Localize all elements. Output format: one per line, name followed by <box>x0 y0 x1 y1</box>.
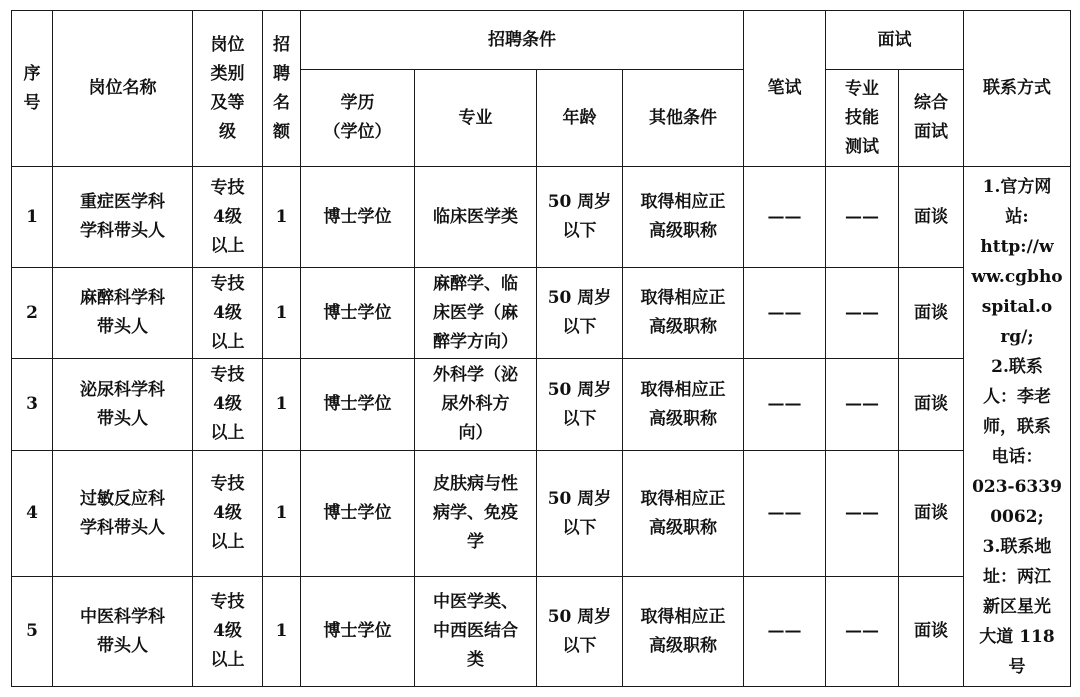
cell-education: 博士学位 <box>301 268 415 359</box>
cell-major: 临床医学类 <box>415 167 537 268</box>
cell-category: 专技 4级 以上 <box>193 167 263 268</box>
header-skill-test: 专业 技能 测试 <box>826 70 899 167</box>
cell-skill-test: —— <box>826 359 899 451</box>
cell-position-name: 中医科学科 带头人 <box>53 577 193 687</box>
header-interview: 面试 <box>826 11 964 70</box>
cell-written-exam: —— <box>744 451 826 577</box>
cell-other-conditions: 取得相应正 高级职称 <box>623 268 744 359</box>
cell-position-name: 麻醉科学科 带头人 <box>53 268 193 359</box>
cell-position-name: 过敏反应科 学科带头人 <box>53 451 193 577</box>
table-row <box>12 359 1071 451</box>
cell-education: 博士学位 <box>301 451 415 577</box>
cell-quota: 1 <box>263 359 301 451</box>
cell-major: 外科学（泌 尿外科方 向） <box>415 359 537 451</box>
header-contact: 联系方式 <box>964 11 1071 167</box>
cell-seq: 5 <box>12 577 53 687</box>
header-written-exam: 笔试 <box>744 11 826 167</box>
cell-category: 专技 4级 以上 <box>193 268 263 359</box>
cell-age: 50 周岁 以下 <box>537 451 623 577</box>
cell-skill-test: —— <box>826 577 899 687</box>
cell-quota: 1 <box>263 167 301 268</box>
cell-category: 专技 4级 以上 <box>193 577 263 687</box>
recruitment-table <box>11 10 1071 687</box>
contact-info: 1.官方网 站: http://w ww.cgbho spital.o rg/; 2.联系 人：李老 师，联系 电话： 023-6339 0062; 3.联系地 址：两江 新区星光 大道 118 号 <box>964 167 1071 687</box>
cell-skill-test: —— <box>826 451 899 577</box>
cell-seq: 1 <box>12 167 53 268</box>
table-row <box>12 167 1071 268</box>
cell-education: 博士学位 <box>301 577 415 687</box>
cell-quota: 1 <box>263 268 301 359</box>
cell-composite-interview: 面谈 <box>899 577 964 687</box>
cell-education: 博士学位 <box>301 167 415 268</box>
cell-written-exam: —— <box>744 577 826 687</box>
table-row <box>12 268 1071 359</box>
cell-age: 50 周岁 以下 <box>537 268 623 359</box>
cell-quota: 1 <box>263 451 301 577</box>
header-conditions: 招聘条件 <box>301 11 744 70</box>
cell-position-name: 泌尿科学科 带头人 <box>53 359 193 451</box>
header-other-conditions: 其他条件 <box>623 70 744 167</box>
cell-written-exam: —— <box>744 167 826 268</box>
header-quota: 招 聘 名 额 <box>263 11 301 167</box>
header-age: 年龄 <box>537 70 623 167</box>
cell-major: 麻醉学、临 床医学（麻 醉学方向） <box>415 268 537 359</box>
cell-major: 皮肤病与性 病学、免疫 学 <box>415 451 537 577</box>
cell-skill-test: —— <box>826 167 899 268</box>
header-category: 岗位 类别 及等 级 <box>193 11 263 167</box>
cell-other-conditions: 取得相应正 高级职称 <box>623 359 744 451</box>
cell-seq: 4 <box>12 451 53 577</box>
cell-seq: 3 <box>12 359 53 451</box>
cell-category: 专技 4级 以上 <box>193 451 263 577</box>
cell-category: 专技 4级 以上 <box>193 359 263 451</box>
header-major: 专业 <box>415 70 537 167</box>
cell-composite-interview: 面谈 <box>899 359 964 451</box>
cell-other-conditions: 取得相应正 高级职称 <box>623 577 744 687</box>
cell-education: 博士学位 <box>301 359 415 451</box>
cell-age: 50 周岁 以下 <box>537 577 623 687</box>
cell-seq: 2 <box>12 268 53 359</box>
header-education: 学历 （学位） <box>301 70 415 167</box>
cell-age: 50 周岁 以下 <box>537 167 623 268</box>
cell-composite-interview: 面谈 <box>899 268 964 359</box>
cell-composite-interview: 面谈 <box>899 451 964 577</box>
cell-major: 中医学类、 中西医结合 类 <box>415 577 537 687</box>
header-position-name: 岗位名称 <box>53 11 193 167</box>
table-row <box>12 451 1071 577</box>
table-row <box>12 577 1071 687</box>
cell-written-exam: —— <box>744 268 826 359</box>
header-composite-interview: 综合 面试 <box>899 70 964 167</box>
cell-other-conditions: 取得相应正 高级职称 <box>623 167 744 268</box>
cell-quota: 1 <box>263 577 301 687</box>
cell-other-conditions: 取得相应正 高级职称 <box>623 451 744 577</box>
cell-written-exam: —— <box>744 359 826 451</box>
cell-skill-test: —— <box>826 268 899 359</box>
cell-age: 50 周岁 以下 <box>537 359 623 451</box>
header-row-1 <box>12 11 1071 70</box>
cell-position-name: 重症医学科 学科带头人 <box>53 167 193 268</box>
header-seq: 序 号 <box>12 11 53 167</box>
cell-composite-interview: 面谈 <box>899 167 964 268</box>
